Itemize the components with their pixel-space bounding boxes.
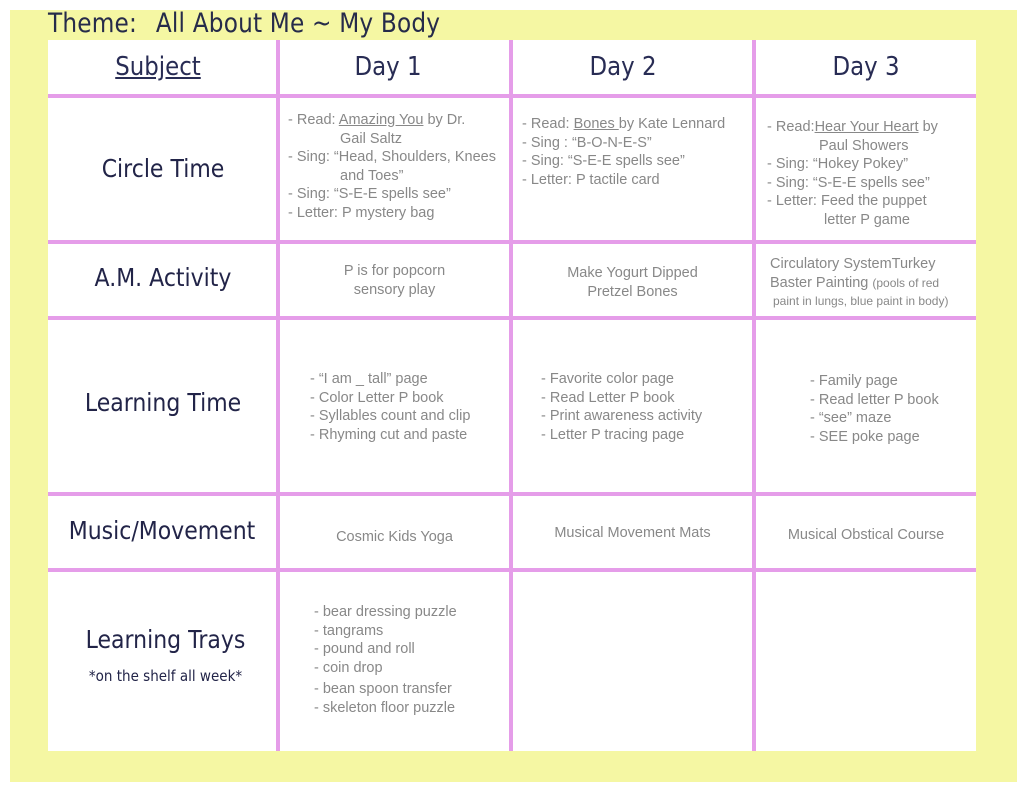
learning-time-day1 [310, 370, 470, 444]
read-author: Gail Saltz [340, 130, 403, 147]
activity-line: Circulatory SystemTurkey [770, 256, 936, 272]
book-title: Amazing You [338, 112, 424, 128]
read-prefix: - Read: [288, 112, 339, 128]
music-movement-day2 [513, 524, 752, 543]
activity-line: sensory play [353, 281, 436, 298]
learning-item: - “I am _ tall” page [310, 371, 428, 387]
row-divider [48, 492, 976, 496]
learning-item: - Syllables count and clip [310, 408, 471, 424]
letter-item: - Letter: P mystery bag [288, 204, 435, 221]
music-item: Cosmic Kids Yoga [336, 529, 453, 545]
letter-item: - Letter: P tactile card [522, 171, 660, 188]
learning-item: - Read Letter P book [541, 389, 675, 406]
activity-note: paint in lungs, blue paint in body) [773, 294, 949, 308]
song-item: - Sing : “B-O-N-E-S” [522, 134, 652, 151]
learning-trays-note: *on the shelf all week* [88, 667, 243, 685]
am-activity-day3 [770, 255, 948, 311]
music-movement-day1 [280, 528, 509, 547]
am-activity-day2 [513, 264, 752, 301]
read-suffix: by Dr. [423, 112, 466, 128]
learning-item: - Read letter P book [810, 391, 939, 408]
learning-trays-day2 [513, 572, 752, 751]
learning-item: - Family page [810, 373, 898, 389]
tray-item: - tangrams [314, 622, 384, 639]
activity-note: (pools of red [872, 275, 940, 290]
song-item: - Sing: “S-E-E spells see” [767, 174, 930, 191]
song-item-cont: and Toes” [340, 167, 404, 184]
activity-line: Pretzel Bones [587, 283, 678, 300]
row-label-learning-time: Learning Time [84, 388, 242, 417]
learning-item: - Favorite color page [541, 371, 674, 387]
tray-item: - bear dressing puzzle [314, 604, 457, 620]
learning-item: - Letter P tracing page [541, 426, 685, 443]
header-day2: Day 2 [589, 52, 657, 82]
music-item: Musical Movement Mats [554, 525, 711, 541]
learning-time-day3 [810, 372, 939, 446]
learning-item: - Rhyming cut and paste [310, 426, 468, 443]
tray-item: - pound and roll [314, 641, 415, 658]
music-item: Musical Obstical Course [787, 527, 945, 543]
read-suffix: by [918, 119, 938, 135]
learning-item: - SEE poke page [810, 428, 920, 445]
learning-item: - Print awareness activity [541, 408, 703, 424]
music-movement-day3 [756, 526, 976, 545]
tray-item: - bean spoon transfer [314, 681, 452, 698]
row-label-am-activity: A.M. Activity [94, 263, 232, 292]
row-label-music-movement: Music/Movement [68, 516, 256, 545]
learning-time-day2 [541, 370, 702, 444]
song-item: - Sing: “Hokey Pokey” [767, 156, 909, 172]
book-title: Hear Your Heart [814, 119, 919, 135]
circle-time-day2 [522, 115, 725, 189]
song-item: - Sing: “Head, Shoulders, Knees [288, 149, 496, 165]
theme-name: All About Me ~ My Body [155, 8, 441, 39]
header-subject: Subject [115, 52, 201, 82]
read-author: Paul Showers [819, 137, 909, 154]
tray-item: - coin drop [314, 659, 383, 676]
header-day3: Day 3 [832, 52, 900, 82]
header-day1: Day 1 [354, 52, 422, 82]
lesson-plan-table [48, 40, 976, 751]
learning-item: - “see” maze [810, 410, 892, 426]
theme-label: Theme: [48, 8, 137, 39]
read-prefix: - Read: [767, 119, 815, 135]
circle-time-day3 [767, 118, 938, 229]
book-title: Bones [573, 116, 619, 132]
circle-time-day1 [288, 111, 496, 222]
read-prefix: - Read: [522, 116, 574, 132]
column-divider [276, 40, 280, 751]
learning-trays-day3 [756, 572, 976, 751]
am-activity-day1 [280, 262, 509, 299]
learning-trays-day1 [314, 603, 457, 718]
read-suffix: by Kate Lennard [618, 116, 726, 132]
tray-item: - skeleton floor puzzle [314, 699, 456, 716]
activity-line: P is for popcorn [343, 263, 446, 279]
row-divider [48, 316, 976, 320]
letter-item-cont: letter P game [824, 211, 910, 228]
row-divider [48, 94, 976, 98]
row-label-learning-trays: Learning Trays [85, 625, 246, 654]
song-item: - Sing: “S-E-E spells see” [288, 186, 451, 202]
activity-line: Make Yogurt Dipped [567, 265, 698, 281]
learning-item: - Color Letter P book [310, 389, 444, 406]
row-label-circle-time: Circle Time [101, 154, 225, 183]
activity-line: Baster Painting [770, 274, 873, 291]
song-item: - Sing: “S-E-E spells see” [522, 153, 685, 169]
row-divider [48, 240, 976, 244]
letter-item: - Letter: Feed the puppet [767, 193, 927, 209]
